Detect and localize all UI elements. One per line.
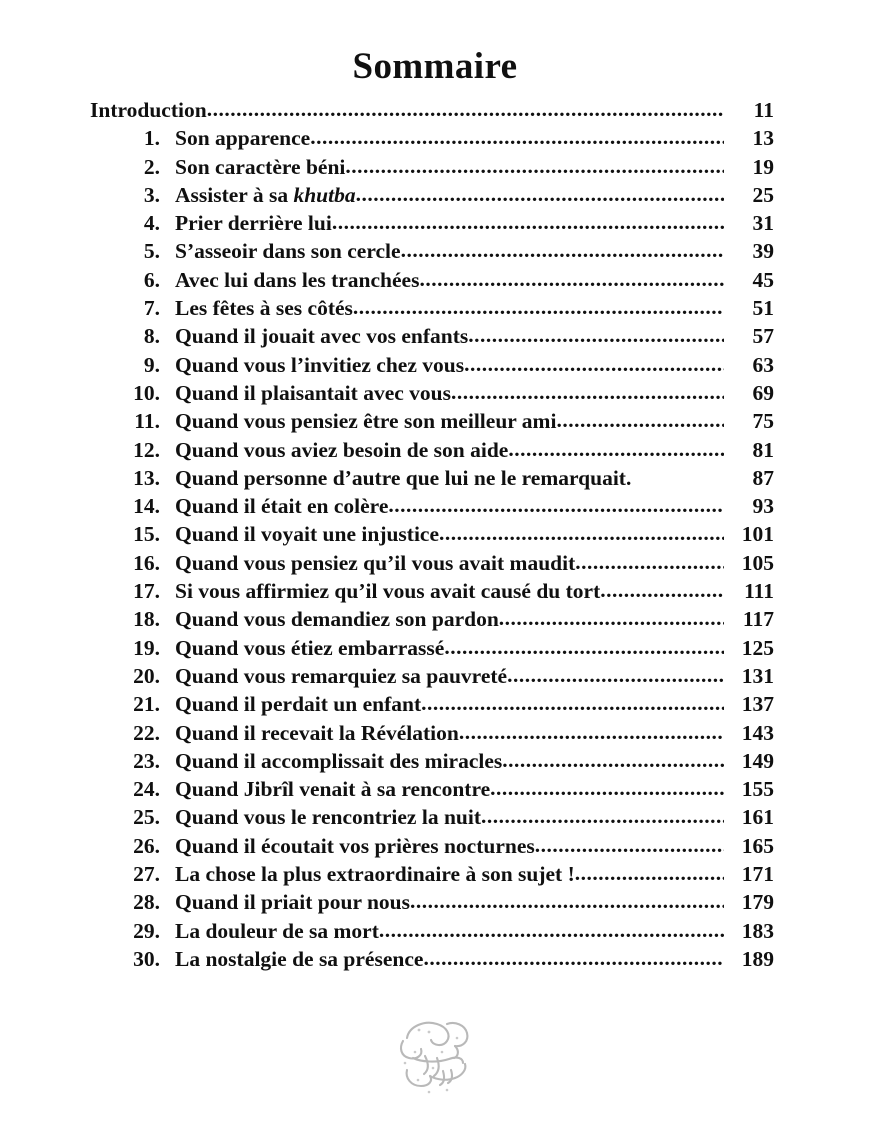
toc-entry-label: Quand vous le rencontriez la nuit: [175, 805, 481, 830]
toc-entry[interactable]: [90, 492, 774, 520]
toc-entry-label-cell: [160, 520, 725, 548]
toc-entry-number: 10.: [133, 380, 160, 405]
dot-leader: [310, 124, 724, 151]
toc-entry-page-number: 105: [741, 550, 774, 575]
toc-entry-label: Quand vous pensiez qu’il vous avait maudit: [175, 550, 576, 575]
toc-entry-number: 17.: [133, 579, 160, 604]
toc-entry-page-number: 165: [741, 833, 774, 858]
dot-leader: [207, 96, 724, 123]
toc-entry[interactable]: [90, 775, 774, 803]
toc-entry-label-cell: [160, 124, 725, 152]
toc-entry-label: Prier derrière lui: [175, 211, 332, 236]
toc-entry-page-number: 13: [752, 126, 774, 151]
toc-entry-label-cell: [160, 379, 725, 407]
toc-entry-number: 5.: [143, 239, 160, 264]
toc-entry-number: 28.: [133, 890, 160, 915]
toc-entry-page-number: 31: [752, 211, 774, 236]
toc-entry-label: Quand il perdait un enfant: [175, 692, 422, 717]
toc-entry-page-number: 149: [741, 748, 774, 773]
dot-leader: [421, 690, 724, 717]
toc-entry-label-cell: [90, 96, 725, 124]
toc-entry-page-number: 19: [752, 154, 774, 179]
toc-entry-page-number: 161: [741, 805, 774, 830]
dot-leader: [508, 436, 724, 463]
toc-entry[interactable]: [90, 181, 774, 209]
toc-entry-label-cell: [160, 266, 725, 294]
toc-entry-number: 11.: [134, 409, 160, 434]
toc-entry-label-cell: [160, 690, 725, 718]
toc-entry-number: 6.: [143, 267, 160, 292]
toc-entry-number: 18.: [133, 607, 160, 632]
toc-entry[interactable]: [90, 351, 774, 379]
toc-entry-page-number: 143: [741, 720, 774, 745]
toc-entry-label-cell: [160, 803, 725, 831]
toc-entry-number: 13.: [133, 465, 160, 490]
dot-leader: [410, 888, 724, 915]
toc-entry[interactable]: [90, 634, 774, 662]
dot-leader: [464, 351, 724, 378]
toc-entry-page-number: 189: [741, 946, 774, 971]
page-title: Sommaire: [352, 45, 518, 87]
dot-leader: [600, 577, 724, 604]
toc-entry-label: Quand vous demandiez son pardon: [175, 607, 499, 632]
toc-entry-page-number: 179: [741, 890, 774, 915]
toc-entry-number: 25.: [133, 805, 160, 830]
toc-entry[interactable]: [90, 407, 774, 435]
toc-entry-page-number: 81: [752, 437, 774, 462]
toc-entry[interactable]: [90, 237, 774, 265]
dot-leader: [575, 549, 724, 576]
toc-entry-label-cell: [160, 294, 725, 322]
toc-entry-label: Quand il était en colère: [175, 494, 389, 519]
dot-leader: [444, 634, 724, 661]
toc-entry-introduction[interactable]: [90, 96, 774, 124]
toc-entry-page-number: 39: [752, 239, 774, 264]
toc-entry-label-cell: [160, 747, 725, 775]
toc-entry-label: Quand il priait pour nous: [175, 890, 410, 915]
toc-entry-label-cell: [160, 549, 725, 577]
toc-entry[interactable]: [90, 577, 774, 605]
dot-leader: [556, 407, 724, 434]
toc-entry-number: 19.: [133, 635, 160, 660]
toc-entry[interactable]: [90, 520, 774, 548]
dot-leader: [401, 237, 724, 264]
toc-entry-label: La chose la plus extraordinaire à son sujet !: [175, 862, 575, 887]
toc-entry-page-number: 171: [741, 862, 774, 887]
dot-leader: [468, 322, 724, 349]
toc-entry-label-cell: [160, 605, 725, 633]
toc-entry-number: 29.: [133, 918, 160, 943]
toc-entry-page-number: 25: [752, 182, 774, 207]
toc-entry-number: 26.: [133, 833, 160, 858]
toc-entry[interactable]: [90, 294, 774, 322]
toc-entry[interactable]: [90, 662, 774, 690]
toc-entry[interactable]: [90, 747, 774, 775]
toc-entry-label-cell: [160, 322, 725, 350]
dot-leader: [499, 605, 724, 632]
toc-entry-label: Son apparence: [175, 126, 311, 151]
dot-leader: [332, 209, 724, 236]
toc-entry-label: Quand vous remarquiez sa pauvreté: [175, 663, 508, 688]
dot-leader: [575, 860, 724, 887]
toc-entry-label-cell: [160, 237, 725, 265]
toc-entry[interactable]: [90, 266, 774, 294]
toc-entry-page-number: 51: [752, 296, 774, 321]
toc-entry-page-number: 57: [752, 324, 774, 349]
toc-entry-page-number: 101: [741, 522, 774, 547]
toc-entry[interactable]: [90, 549, 774, 577]
dot-leader: [353, 294, 724, 321]
dot-leader: [388, 492, 724, 519]
toc-entry-label: Quand il accomplissait des miracles: [175, 748, 503, 773]
toc-entry-label-cell: [160, 181, 725, 209]
dot-leader: [502, 747, 724, 774]
toc-entry-page-number: 69: [752, 380, 774, 405]
toc-entry-number: 27.: [133, 862, 160, 887]
toc-entry-label: Avec lui dans les tranchées: [175, 267, 420, 292]
toc-entry-number: 24.: [133, 777, 160, 802]
toc-entry[interactable]: [90, 464, 774, 492]
toc-entry-label-cell: [160, 577, 725, 605]
dot-leader: [419, 266, 724, 293]
dot-leader: [459, 719, 724, 746]
table-of-contents-list: [90, 96, 774, 973]
toc-entry-label: Son caractère béni: [175, 154, 346, 179]
toc-entry-label-cell: [160, 945, 725, 973]
toc-entry-label: Quand vous pensiez être son meilleur ami: [175, 409, 557, 434]
dot-leader: [507, 662, 724, 689]
toc-entry[interactable]: [90, 860, 774, 888]
toc-entry-label-cell: [160, 407, 725, 435]
toc-entry-number: 3.: [143, 182, 160, 207]
toc-entry-number: 4.: [143, 211, 160, 236]
toc-entry-label-cell: [160, 351, 725, 379]
toc-entry[interactable]: [90, 719, 774, 747]
toc-entry[interactable]: [90, 917, 774, 945]
toc-entry[interactable]: [90, 605, 774, 633]
dot-leader: [423, 945, 724, 972]
toc-entry-number: 7.: [143, 296, 160, 321]
toc-entry-label-cell: [160, 209, 725, 237]
toc-entry-label: Introduction: [90, 98, 207, 122]
toc-entry-number: 30.: [133, 946, 160, 971]
toc-entry-label: S’asseoir dans son cercle: [175, 239, 401, 264]
dot-leader: [439, 520, 724, 547]
toc-entry-label: Quand il plaisantait avec vous: [175, 380, 451, 405]
toc-entry-number: 23.: [133, 748, 160, 773]
toc-entry-label-italic: khutba: [293, 182, 356, 207]
sallallahu-alayhi-wa-sallam-calligraphy-icon: [385, 1008, 485, 1100]
toc-entry-label-cell: [160, 719, 725, 747]
toc-entry-label: La douleur de sa mort: [175, 918, 379, 943]
dot-leader: [535, 832, 724, 859]
toc-entry-label: Les fêtes à ses côtés: [175, 296, 353, 321]
toc-entry-page-number: 11: [753, 98, 774, 122]
toc-entry[interactable]: [90, 945, 774, 973]
dot-leader: [379, 917, 724, 944]
toc-entry-number: 21.: [133, 692, 160, 717]
toc-entry[interactable]: [90, 803, 774, 831]
toc-entry-label-cell: [160, 917, 725, 945]
dot-leader: [345, 153, 724, 180]
toc-entry-number: 9.: [143, 352, 160, 377]
toc-entry[interactable]: [90, 690, 774, 718]
toc-entry-page-number: 125: [741, 635, 774, 660]
toc-entry-page-number: 155: [741, 777, 774, 802]
toc-entry[interactable]: [90, 153, 774, 181]
toc-entry-page-number: 183: [741, 918, 774, 943]
toc-entry-label-cell: [160, 464, 725, 492]
toc-entry-number: 16.: [133, 550, 160, 575]
toc-entry-label: Quand vous l’invitiez chez vous: [175, 352, 465, 377]
toc-entry-page-number: 87: [752, 465, 774, 490]
toc-entry-label-cell: [160, 153, 725, 181]
toc-entry-number: 20.: [133, 663, 160, 688]
toc-entry-number: 2.: [143, 154, 160, 179]
toc-entry-page-number: 131: [741, 663, 774, 688]
toc-entry-number: 14.: [133, 494, 160, 519]
toc-entry-number: 22.: [133, 720, 160, 745]
toc-entry-page-number: 137: [741, 692, 774, 717]
toc-entry-label-cell: [160, 888, 725, 916]
toc-entry-label-cell: [160, 775, 725, 803]
toc-entry-page-number: 111: [744, 579, 774, 604]
toc-entry-number: 8.: [143, 324, 160, 349]
toc-entry-label-cell: [160, 492, 725, 520]
toc-entry-page-number: 117: [742, 607, 774, 632]
toc-entry-number: 12.: [133, 437, 160, 462]
toc-entry-label: Quand vous étiez embarrassé: [175, 635, 445, 660]
toc-entry-label: Quand vous aviez besoin de son aide: [175, 437, 509, 462]
toc-entry-label: Quand il jouait avec vos enfants: [175, 324, 469, 349]
toc-entry-number: 15.: [133, 522, 160, 547]
toc-entry[interactable]: [90, 832, 774, 860]
toc-entry-label-cell: [160, 634, 725, 662]
toc-entry-page-number: 75: [752, 409, 774, 434]
toc-entry-label: Quand personne d’autre que lui ne le remarquait.: [175, 465, 632, 490]
toc-entry[interactable]: [90, 124, 774, 152]
toc-entry[interactable]: [90, 322, 774, 350]
toc-entry-label: La nostalgie de sa présence: [175, 946, 424, 971]
toc-entry[interactable]: [90, 379, 774, 407]
toc-entry-label: Assister à sa khutba: [175, 182, 356, 207]
toc-entry-label: Si vous affirmiez qu’il vous avait causé du tort: [175, 579, 601, 604]
toc-entry[interactable]: [90, 209, 774, 237]
toc-entry-label-cell: [160, 662, 725, 690]
toc-entry-label-cell: [160, 860, 725, 888]
toc-entry-number: 1.: [143, 126, 160, 151]
toc-entry-label: Quand il écoutait vos prières nocturnes: [175, 833, 535, 858]
dot-leader: [481, 803, 724, 830]
toc-entry-label: Quand il recevait la Révélation: [175, 720, 459, 745]
toc-entry[interactable]: [90, 436, 774, 464]
toc-entry-page-number: 45: [752, 267, 774, 292]
toc-entry-label-cell: [160, 832, 725, 860]
toc-entry-label: Quand il voyait une injustice: [175, 522, 440, 547]
toc-entry[interactable]: [90, 888, 774, 916]
toc-entry-page-number: 63: [752, 352, 774, 377]
toc-entry-label-cell: [160, 436, 725, 464]
dot-leader: [356, 181, 724, 208]
dot-leader: [451, 379, 724, 406]
dot-leader: [490, 775, 724, 802]
toc-entry-label: Quand Jibrîl venait à sa rencontre: [175, 777, 491, 802]
toc-entry-page-number: 93: [752, 494, 774, 519]
